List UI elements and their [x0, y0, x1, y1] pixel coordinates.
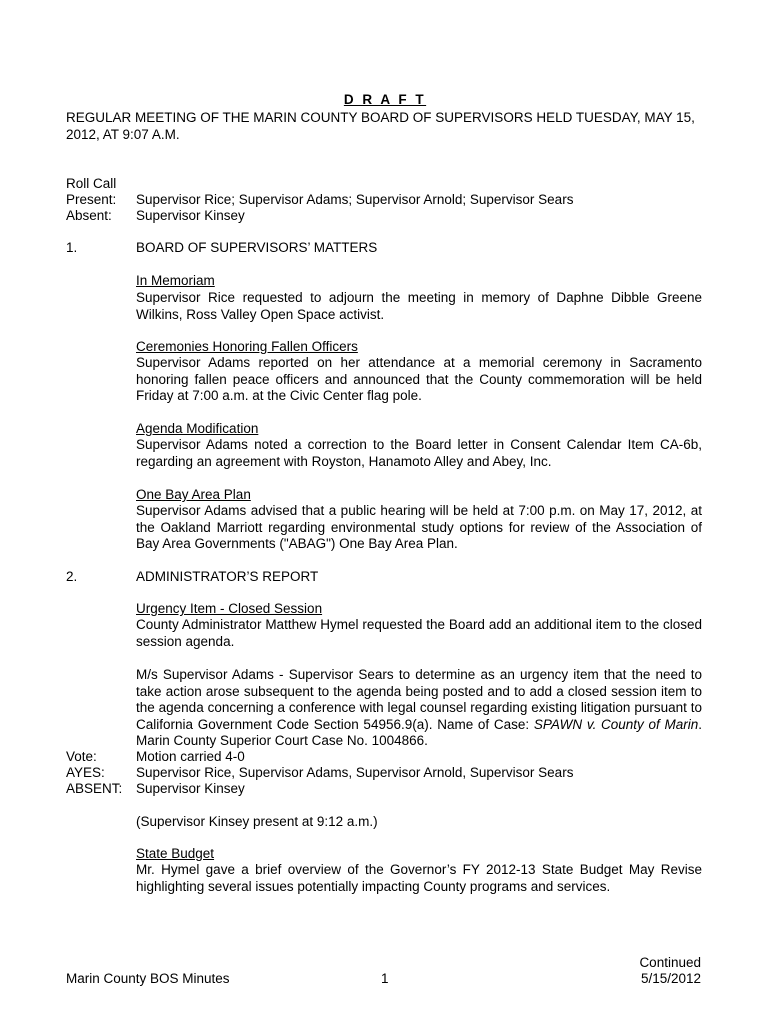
- case-name: SPAWN v. County of Marin: [533, 716, 699, 732]
- item-body: Supervisor Adams noted a correction to the Board letter in Consent Calendar Item CA-6b, regarding an agreement with Royston, Hanamoto Alley and Abey, Inc.: [136, 437, 702, 469]
- item-heading: Agenda Modification: [136, 421, 259, 436]
- item-heading: State Budget: [136, 846, 215, 861]
- section-number: 1.: [66, 240, 78, 255]
- vote-label: Vote:: [66, 749, 97, 764]
- continued-label: Continued: [639, 955, 701, 970]
- motion-text-main: M/s Supervisor Adams - Supervisor Sears to determine as an urgency item that the need to take action arose subsequent to the agenda being posted and to add a closed session item to the agenda concerning a conference with legal counsel regarding existing litigation pursuant to California Government Code Section 54956.9(a). Name of Case:: [136, 667, 702, 732]
- present-label: Present:: [66, 192, 117, 207]
- item-body: Supervisor Adams advised that a public hearing will be held at 7:00 p.m. on May 17, 2012, at the Oakland Marriott regarding environmental study options for review of the Association of Bay Area Governments ("ABAG") One Bay Area Plan.: [136, 503, 702, 551]
- absent-vote-label: ABSENT:: [66, 781, 123, 796]
- item-body: Supervisor Adams reported on her attendance at a memorial ceremony in Sacramento honoring fallen peace officers and announced that the County commemoration will be held Friday at 7:00 a.m. at the Civic Center flag pole.: [136, 355, 702, 403]
- absent-vote-value: Supervisor Kinsey: [136, 781, 245, 796]
- draft-label: D R A F T: [343, 92, 427, 107]
- item-body: County Administrator Matthew Hymel requested the Board add an additional item to the closed session agenda.: [136, 617, 702, 649]
- attendance-note: (Supervisor Kinsey present at 9:12 a.m.): [136, 814, 378, 829]
- present-value: Supervisor Rice; Supervisor Adams; Supervisor Arnold; Supervisor Sears: [136, 192, 574, 207]
- item-heading: Urgency Item - Closed Session: [136, 601, 323, 616]
- ayes-value: Supervisor Rice, Supervisor Adams, Supervisor Arnold, Supervisor Sears: [136, 765, 574, 780]
- motion-text: [136, 667, 702, 750]
- absent-label: Absent:: [66, 208, 112, 223]
- item-heading: In Memoriam: [136, 273, 215, 288]
- section-title: ADMINISTRATOR’S REPORT: [136, 569, 319, 584]
- section-number: 2.: [66, 569, 78, 584]
- item-body: Supervisor Rice requested to adjourn the meeting in memory of Daphne Dibble Greene Wilkins, Ross Valley Open Space activist.: [136, 290, 702, 322]
- motion-text-end: . Marin County Superior Court Case No. 1004866.: [136, 716, 702, 748]
- item-body: Mr. Hymel gave a brief overview of the Governor’s FY 2012-13 State Budget May Revise highlighting several issues potentially impacting County programs and services.: [136, 862, 702, 894]
- section-title: BOARD OF SUPERVISORS’ MATTERS: [136, 240, 378, 255]
- absent-value: Supervisor Kinsey: [136, 208, 245, 223]
- footer-title: Marin County BOS Minutes: [66, 971, 230, 986]
- item-heading: One Bay Area Plan: [136, 487, 251, 502]
- page-number: 1: [381, 971, 389, 986]
- footer-date: 5/15/2012: [640, 971, 701, 986]
- meeting-title: REGULAR MEETING OF THE MARIN COUNTY BOARD OF SUPERVISORS HELD TUESDAY, MAY 15, 2012, AT 9:07 A.M.: [66, 110, 695, 142]
- ayes-label: AYES:: [66, 765, 105, 780]
- roll-call-heading: Roll Call: [66, 176, 117, 191]
- item-heading: Ceremonies Honoring Fallen Officers: [136, 339, 358, 354]
- vote-value: Motion carried 4-0: [136, 749, 245, 764]
